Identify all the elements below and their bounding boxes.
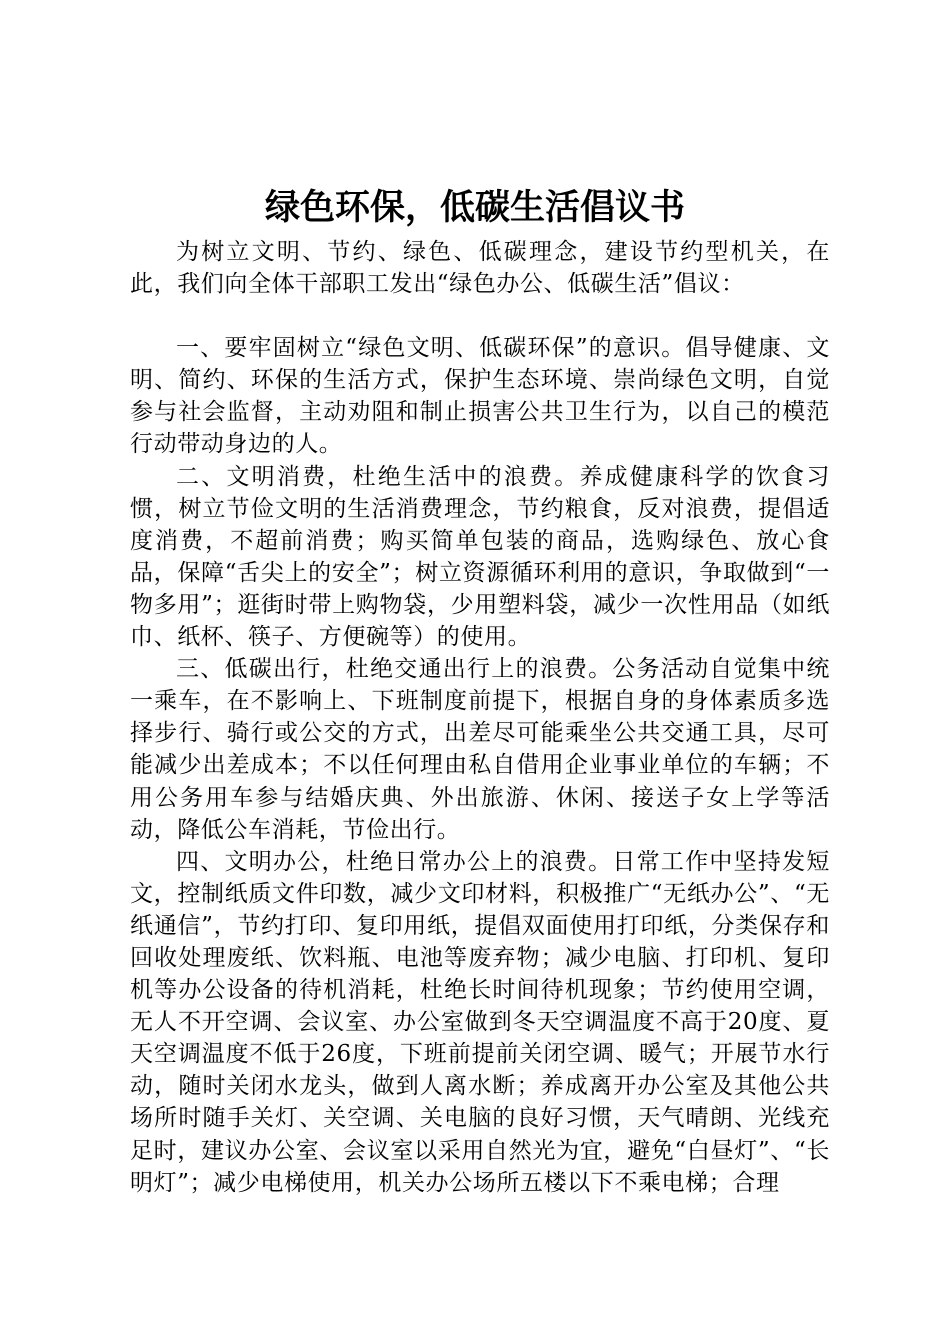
intro-paragraph: 为树立文明、节约、绿色、低碳理念，建设节约型机关，在此，我们向全体干部职工发出“绿色办公、低碳生活”倡议： <box>130 239 830 298</box>
document-title: 绿色环保，低碳生活倡议书 <box>264 187 685 228</box>
document-body <box>130 236 830 1199</box>
paragraph-travel: 三、低碳出行，杜绝交通出行上的浪费。公务活动自觉集中统一乘车，在不影响上、下班制度前提下，根据自身的身体素质多选择步行、骑行或公交的方式，出差尽可能乘坐公共交通工具，尽可能减少出差成本；不以任何理由私自借用企业事业单位的车辆；不用公务用车参与结婚庆典、外出旅游、休闲、接送子女上学等活动，降低公车消耗，节俭出行。 <box>130 656 830 843</box>
paragraph-consumption: 二、文明消费，杜绝生活中的浪费。养成健康科学的饮食习惯，树立节俭文明的生活消费理念，节约粮食，反对浪费，提倡适度消费，不超前消费；购买简单包装的商品，选购绿色、放心食品，保障“舌尖上的安全”；树立资源循环利用的意识，争取做到“一物多用”；逛街时带上购物袋，少用塑料袋，减少一次性用品（如纸巾、纸杯、筷子、方便碗等）的使用。 <box>130 463 830 651</box>
paragraph-office: 四、文明办公，杜绝日常办公上的浪费。日常工作中坚持发短文，控制纸质文件印数，减少文印材料，积极推广“无纸办公”、“无纸通信”，节约打印、复印用纸，提倡双面使用打印纸，分类保存和回收处理废纸、饮料瓶、电池等废弃物；减少电脑、打印机、复印机等办公设备的待机消耗，杜绝长时间待机现象；节约使用空调，无人不开空调、会议室、办公室做到冬天空调温度不高于20度、夏天空调温度不低于26度，下班前提前关闭空调、暖气；开展节水行动，随时关闭水龙头，做到人离水断；养成离开办公室及其他公共场所时随手关灯、关空调、关电脑的良好习惯，天气晴朗、光线充足时，建议办公室、会议室以采用自然光为宜，避免“白昼灯”、“长明灯”；减少电梯使用，机关办公场所五楼以下不乘电梯；合理 <box>130 848 830 1196</box>
paragraph-awareness: 一、要牢固树立“绿色文明、低碳环保”的意识。倡导健康、文明、简约、环保的生活方式，保护生态环境、崇尚绿色文明，自觉参与社会监督，主动劝阻和制止损害公共卫生行为，以自己的模范行动带动身边的人。 <box>130 335 830 458</box>
